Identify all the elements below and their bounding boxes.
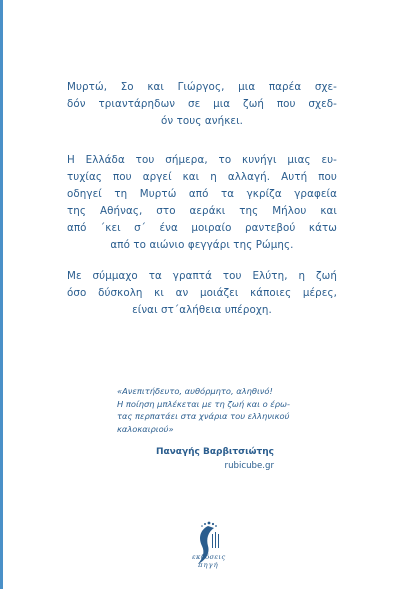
publisher-name: εκδόσεις: [192, 553, 226, 561]
blurb-line: Η Ελλάδα του σήμερα, το κυνήγι μιας ευ-: [67, 154, 337, 166]
blurb-line: οδηγεί τη Μυρτώ από τα γκρίζα γραφεία: [67, 188, 337, 200]
blurb-line: Με σύμμαχο τα γραπτά του Ελύτη, η ζωή: [67, 270, 337, 282]
quote-source: rubicube.gr: [224, 461, 274, 471]
blurb-paragraph-2: [67, 152, 337, 254]
blurb-line: από το αιώνιο φεγγάρι της Ρώμης.: [110, 239, 294, 251]
blurb-line: όν τους ανήκει.: [160, 115, 244, 127]
blurb-line: τυχίας που αργεί και η αλλαγή. Αυτή που: [67, 171, 337, 183]
quote-line: τας περπατάει στα χνάρια του ελληνικού: [117, 411, 290, 421]
quote-line: καλοκαιριού»: [117, 423, 174, 434]
blurb-line: είναι στ΄αλήθεια υπέροχη.: [132, 304, 272, 316]
blurb-line: της Αθήνας, στο αεράκι της Μήλου και: [67, 205, 337, 217]
review-quote: [117, 385, 290, 435]
blurb-line: δόν τριαντάρηδων σε μια ζωή που σχεδ-: [67, 98, 337, 110]
quote-author: Παναγής Βαρβιτσιώτης: [155, 447, 274, 457]
blurb-line: από ΄κει σ΄ ένα μοιραίο ραντεβού κάτω: [67, 222, 337, 234]
cover-edge-strip: [0, 0, 3, 589]
quote-line: «Ανεπιτήδευτο, αυθόρμητο, αληθινό!: [117, 386, 273, 396]
blurb-paragraph-1: [67, 79, 337, 130]
blurb-line: όσο δύσκολη κι αν μοιάζει κάποιες μέρες,: [67, 287, 337, 299]
publisher-name-2: πηγή: [198, 561, 219, 569]
blurb-line: Μυρτώ, Σο και Γιώργος, μια παρέα σχε-: [67, 81, 337, 93]
blurb-paragraph-3: [67, 268, 337, 319]
quote-line: Η ποίηση μπλέκεται με τη ζωή και ο έρω-: [117, 398, 290, 409]
